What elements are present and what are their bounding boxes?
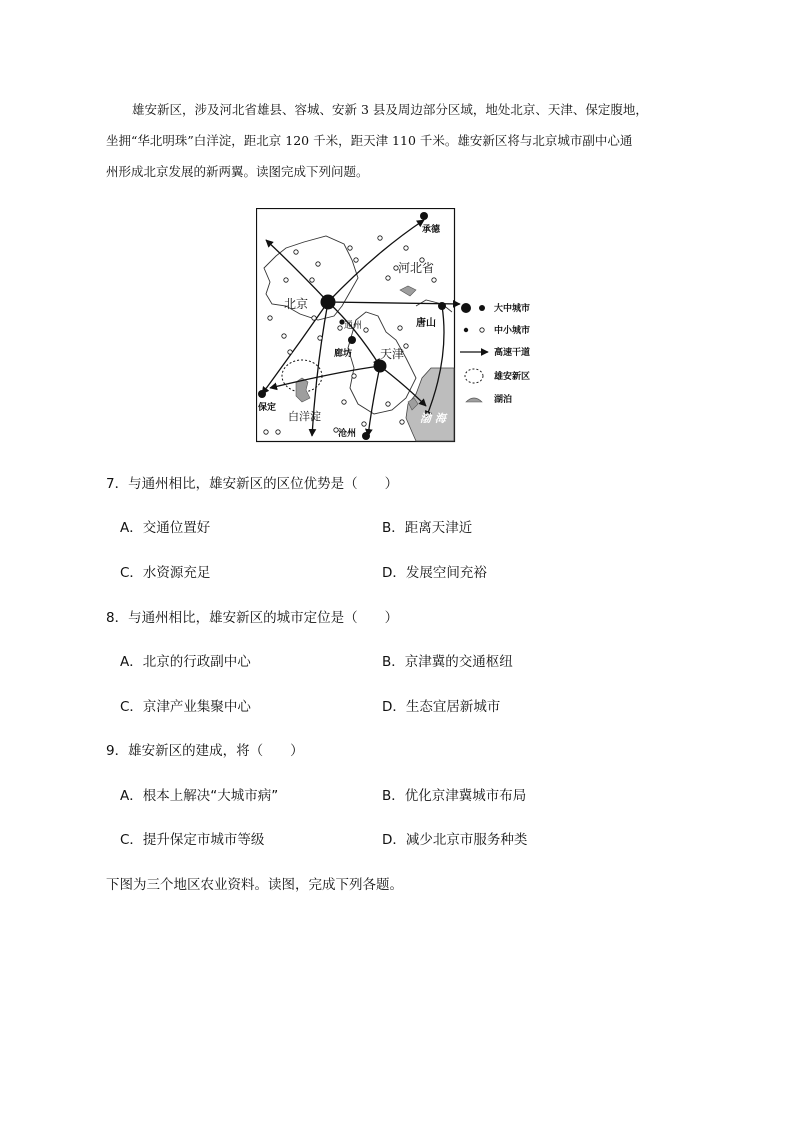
q7-option-d[interactable]: D．发展空间充裕 bbox=[382, 565, 487, 581]
label-baiyangdian: 白洋淀 bbox=[288, 410, 321, 423]
q7-option-a[interactable]: A．交通位置好 bbox=[120, 520, 211, 536]
legend-lake: 湖泊 bbox=[494, 395, 513, 405]
intro-line-2: 坐拥“华北明珠”白洋淀，距北京 120 千米，距天津 110 千米。雄安新区将与北京城市副中心通 bbox=[106, 133, 633, 148]
label-bohai: 渤 海 bbox=[420, 412, 446, 425]
map-legend bbox=[460, 302, 530, 405]
label-tianjin: 天津 bbox=[380, 347, 405, 361]
intro-line-1: 雄安新区，涉及河北省雄县、容城、安新 3 县及周边部分区域，地处北京、天津、保定腹地， bbox=[132, 102, 648, 117]
xiongan-region-map bbox=[256, 208, 546, 444]
next-section-instruction: 下图为三个地区农业资料。读图，完成下列各题。 bbox=[106, 877, 403, 893]
label-langfang: 廊坊 bbox=[334, 349, 353, 359]
legend-big-city: 大中城市 bbox=[494, 304, 531, 314]
label-chengde: 承德 bbox=[422, 225, 441, 235]
question-7-stem: 7．与通州相比，雄安新区的区位优势是（ ） bbox=[106, 476, 399, 492]
legend-big-city-icon bbox=[461, 303, 471, 313]
label-cangzhou: 沧州 bbox=[338, 429, 357, 439]
q7-option-c[interactable]: C．水资源充足 bbox=[120, 565, 211, 581]
label-baoding: 保定 bbox=[258, 403, 277, 413]
q8-option-b[interactable]: B．京津冀的交通枢纽 bbox=[382, 654, 513, 670]
legend-lake-icon bbox=[466, 398, 482, 402]
beijing-city-marker bbox=[321, 295, 336, 310]
legend-xiongan: 雄安新区 bbox=[494, 372, 531, 382]
question-8-stem: 8．与通州相比，雄安新区的城市定位是（ ） bbox=[106, 610, 399, 626]
q9-option-b[interactable]: B．优化京津冀城市布局 bbox=[382, 788, 527, 804]
intro-line-3: 州形成北京发展的新两翼。读图完成下列问题。 bbox=[106, 164, 369, 179]
q9-option-d[interactable]: D．减少北京市服务种类 bbox=[382, 832, 528, 848]
q9-option-c[interactable]: C．提升保定市城市等级 bbox=[120, 832, 265, 848]
label-tangshan: 唐山 bbox=[416, 318, 436, 329]
intro-paragraph bbox=[106, 94, 706, 187]
q8-option-a[interactable]: A．北京的行政副中心 bbox=[120, 654, 251, 670]
legend-small-city: 中小城市 bbox=[494, 326, 531, 336]
legend-xiongan-icon bbox=[465, 369, 483, 383]
q8-option-c[interactable]: C．京津产业集聚中心 bbox=[120, 699, 251, 715]
label-hebei: 河北省 bbox=[398, 261, 435, 275]
q8-option-d[interactable]: D．生态宜居新城市 bbox=[382, 699, 501, 715]
q9-option-a[interactable]: A．根本上解决“大城市病” bbox=[120, 788, 279, 804]
legend-highway: 高速干道 bbox=[494, 348, 531, 358]
q7-option-b[interactable]: B．距离天津近 bbox=[382, 520, 473, 536]
label-tongzhou: 通州 bbox=[344, 321, 363, 331]
label-beijing: 北京 bbox=[284, 297, 309, 311]
question-9-stem: 9．雄安新区的建成，将（ ） bbox=[106, 743, 304, 759]
tianjin-city-marker bbox=[374, 360, 387, 373]
legend-small-city-icon bbox=[464, 328, 468, 332]
